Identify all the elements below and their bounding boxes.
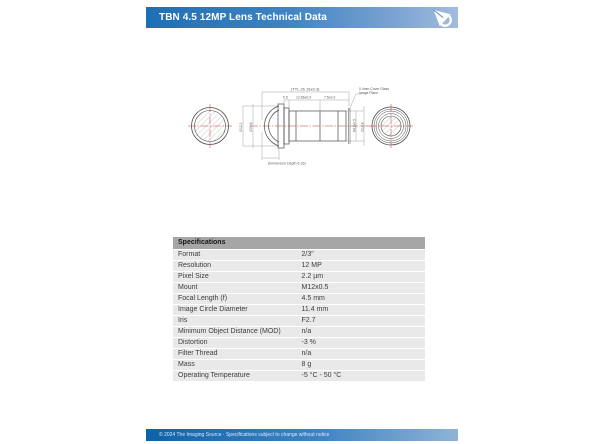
spec-label: Operating Temperature [178,372,250,379]
lens-front-view [188,104,232,148]
spec-label: Resolution [178,262,212,269]
specifications-table-body [173,250,425,381]
table-row [173,338,425,348]
spec-value: 11.4 mm [301,306,329,313]
dim-thread-label: M12x0.5 [352,118,357,132]
specifications-table-header: Specifications [173,237,425,249]
spec-value: M12x0.5 [301,284,329,291]
footer-bar [146,429,458,441]
spec-label: Pixel Size [178,273,209,280]
spec-value: 2.2 µm [301,273,324,280]
table-row [173,283,425,293]
spec-value: n/a [301,328,312,335]
spec-value: 8 g [301,361,312,368]
spec-value: 4.5 mm [301,295,325,302]
table-row [173,294,425,304]
spec-value: 2/3" [301,251,314,258]
spec-value: 12 MP [301,262,322,269]
table-row [173,316,425,326]
table-row [173,261,425,271]
table-row [173,305,425,315]
immersion-depth-note: (Immersion Depth 6.16) [268,161,306,166]
spec-label: Image Circle Diameter [178,306,248,313]
spec-label: Iris [178,317,188,324]
dim-flange-dia-label: ∅12.1 [239,122,243,132]
spec-value: -3 % [301,339,316,346]
header-bar [146,7,458,28]
footer-text: © 2024 The Imaging Source · Specifications subject to change without notice [159,432,330,438]
spec-label: Focal Length (f) [178,295,228,302]
spec-label: Mass [178,361,195,368]
spec-value: -5 °C - 50 °C [301,372,342,379]
spec-label: Format [178,251,201,258]
table-row [173,360,425,370]
specifications-table [173,237,425,382]
spec-label: Filter Thread [178,350,218,357]
dim-c-label: 7.5±0.3 [324,95,336,100]
dim-a-label: 0.5 [283,95,288,100]
spec-value: n/a [301,350,312,357]
cover-glass-note: 0.4mm Cover Glass [359,87,389,91]
imaging-source-logo-icon [430,8,457,28]
table-row [173,327,425,337]
table-row [173,272,425,282]
spec-label: Minimum Object Distance (MOD) [178,328,281,335]
lens-back-view [369,104,413,148]
lens-technical-drawing [150,80,450,195]
dim-dome-dia-label: (∅9.8) [249,122,253,132]
spec-label: Distortion [178,339,208,346]
spec-value: F2.7 [301,317,316,324]
dim-back-dia-label: ∅14.4 [360,122,365,132]
page-title: TBN 4.5 12MP Lens Technical Data [159,12,327,23]
dim-ttl-label: (TTL 26.16±0.3) [291,86,320,92]
spec-label: Mount [178,284,198,291]
table-row [173,250,425,260]
table-row [173,349,425,359]
dim-b-label: 12.66±0.3 [296,95,312,100]
image-plane-note: Image Plane [359,91,379,95]
table-row [173,371,425,381]
